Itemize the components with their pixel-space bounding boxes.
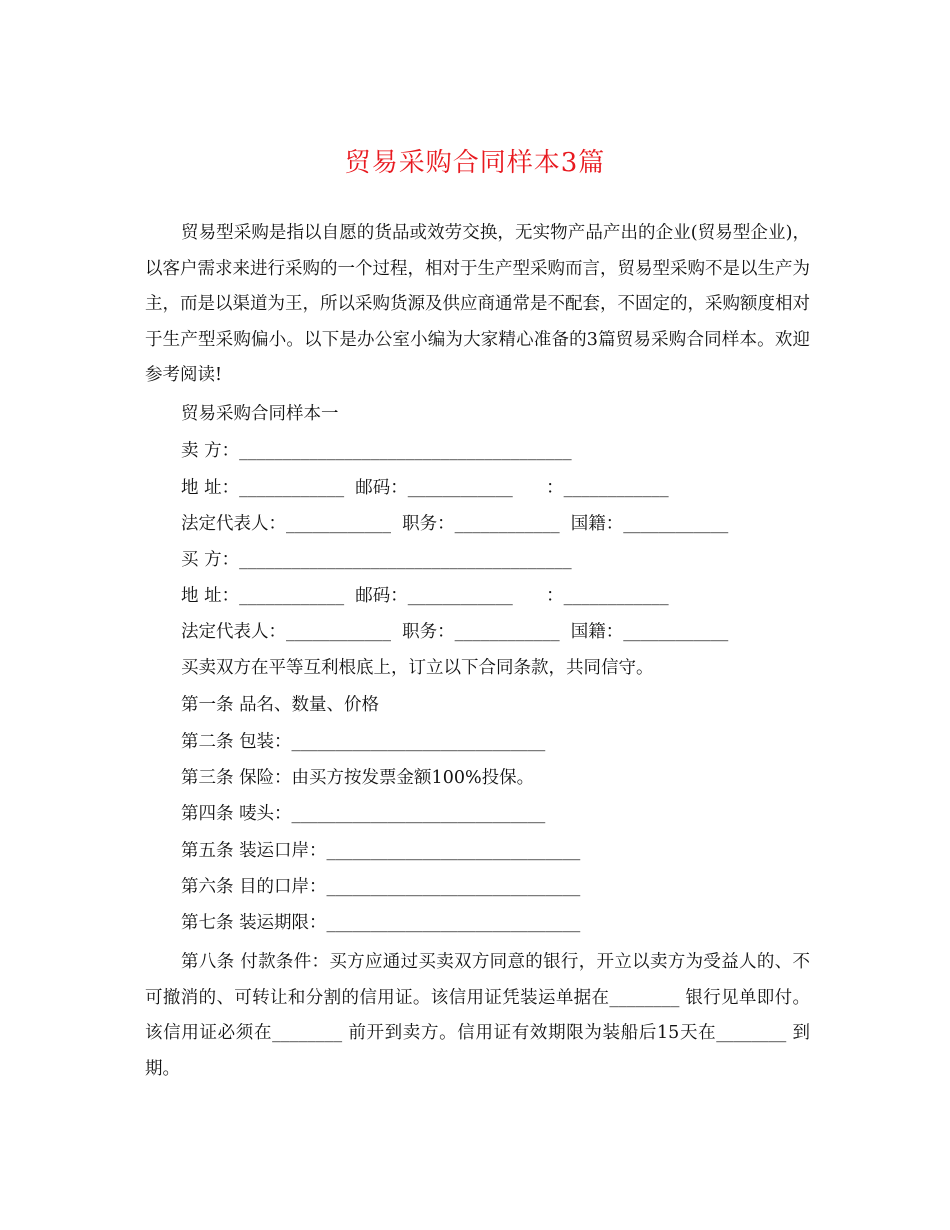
clause-4: 第四条 唛头：_____________________________ — [181, 804, 546, 824]
clause-3: 第三条 保险：由买方按发票金额100%投保。 — [181, 768, 535, 788]
clause-5: 第五条 装运口岸：_____________________________ — [181, 841, 581, 861]
clause-7: 第七条 装运期限：_____________________________ — [181, 913, 581, 933]
buyer-representative-field: 法定代表人：____________ 职务：____________ 国籍：____________ — [181, 622, 729, 642]
buyer-address-field: 地 址：____________ 邮码：____________ ：____________ — [181, 586, 669, 606]
seller-representative-field: 法定代表人：____________ 职务：____________ 国籍：____________ — [181, 514, 729, 534]
seller-address-field: 地 址：____________ 邮码：____________ ：____________ — [181, 478, 669, 498]
buyer-field: 买 方：______________________________________ — [181, 550, 572, 570]
clause-6: 第六条 目的口岸：_____________________________ — [181, 877, 581, 897]
clause-1: 第一条 品名、数量、价格 — [181, 695, 380, 715]
agreement-statement: 买卖双方在平等互利根底上，订立以下合同条款，共同信守。 — [181, 658, 654, 678]
clause-8-paragraph: 第八条 付款条件：买方应通过买卖双方同意的银行，开立以卖方为受益人的、不可撤消的、可转让和分割的信用证。该信用证凭装运单据在________ 银行见单即付。该信用证必须在________ 前开到卖方。信用证有效期限为装船后15天在________ 到期。 — [145, 952, 810, 1079]
intro-paragraph: 贸易型采购是指以自愿的货品或效劳交换，无实物产品产出的企业(贸易型企业)，以客户需求来进行采购的一个过程，相对于生产型采购而言，贸易型采购不是以生产为主，而是以渠道为王，所以采购货源及供应商通常是不配套，不固定的，采购额度相对于生产型采购偏小。以下是办公室小编为大家精心准备的3篇贸易采购合同样本。欢迎参考阅读! — [145, 223, 810, 386]
clause-2: 第二条 包装：_____________________________ — [181, 732, 546, 752]
section-heading: 贸易采购合同样本一 — [181, 404, 339, 424]
document-title: 贸易采购合同样本3篇 — [344, 148, 606, 178]
seller-field: 卖 方：______________________________________ — [181, 441, 572, 461]
